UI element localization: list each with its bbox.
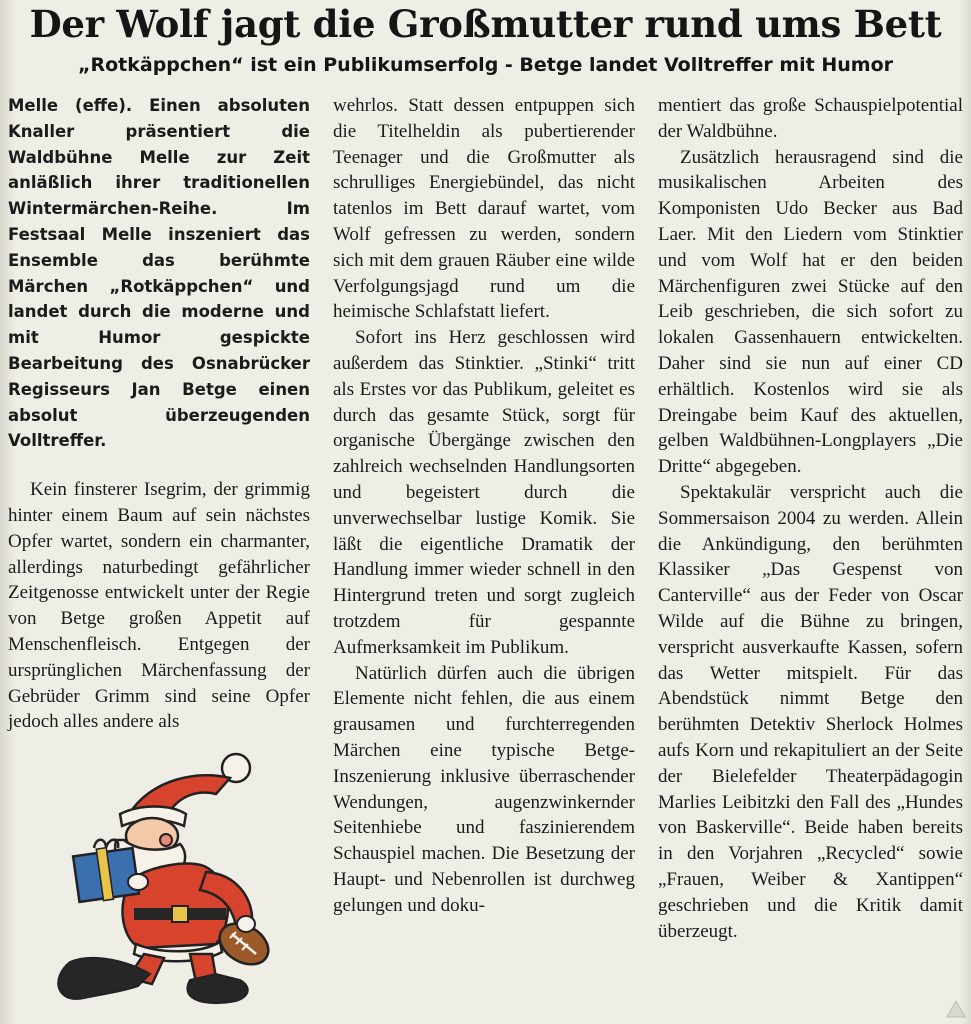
article-headline: Der Wolf jagt die Großmutter rund ums Bett <box>29 2 942 46</box>
article-paragraph: Zusätzlich herausragend sind die musikalischen Arbeiten des Komponisten Udo Becker aus Bad Laer. Mit den Liedern vom Stinktier und vom Wolf hat er den beiden Märchenfiguren zwei Stücke auf den Leib geschrieben, die sich sofort zu lokalen Gassenhauern entwickelten. Daher sind sie nun auf einer CD erhältlich. Kostenlos wird sie als Dreingabe beim Kauf des aktuellen, gelben Waldbühnen-Longplayers „Die Dritte“ abgegeben. <box>658 146 963 478</box>
article-paragraph: wehrlos. Statt dessen entpuppen sich die Titelheldin als pubertierender Teenager und die Großmutter als schrulliges Energiebündel, das nicht tatenlos im Bett darauf wartet, vom Wolf gefressen zu werden, sondern sich mit dem grauen Räuber eine wilde Verfolgungsjagd rund um die heimische Schlafstatt liefert. <box>333 95 635 323</box>
article-column-3 <box>658 93 963 944</box>
article-paragraph: Kein finsterer Isegrim, der grimmig hinter einem Baum auf sein nächstes Opfer wartet, sondern ein charmanter, allerdings naturbedingt gefährlicher Zeitgenosse entwickelt unter der Regie von Betge großen Appetit auf Menschenfleisch. Entgegen der ursprünglichen Märchenfassung der Gebrüder Grimm sind seine Opfer jedoch alles andere als <box>8 479 310 733</box>
article-column-1 <box>8 93 310 735</box>
santa-claus-icon <box>40 748 290 1008</box>
article-paragraph: Sofort ins Herz geschlossen wird außerdem das Stinktier. „Stinki“ tritt als Erstes vor das Publikum, geleitet es durch das gesamte Stück, sorgt für organische Übergänge zwischen den zahlreich wechselnden Handlungsorten und begeistert durch die unverwechselbar lustige Komik. Sie läßt die eigentliche Dramatik der Handlung immer wieder schnell in den Hintergrund treten und sorgt zugleich trotzdem für gespannte Aufmerksamkeit im Publikum. <box>333 327 635 658</box>
article-paragraph: mentiert das große Schauspielpotential der Waldbühne. <box>658 95 963 142</box>
triangle-icon <box>945 998 967 1020</box>
article-paragraph: Spektakulär verspricht auch die Sommersaison 2004 zu werden. Allein die Ankündigung, den berühmten Klassiker „Das Gespenst von Canterville“ aus der Feder von Oscar Wilde auf die Bühne zu bringen, verspricht ausverkaufte Kassen, sofern das Wetter mitspielt. Für das Abendstück nimmt Betge den berühmten Detektiv Sherlock Holmes aufs Korn und rekapituliert an der Seite der Bielefelder Theaterpädagogin Marlies Leibitzki den Fall des „Hundes von Baskerville“. Beide haben bereits in den Vorjahren „Recycled“ sowie „Frauen, Weiber & Xantippen“ geschrieben und die Kritik damit überzeugt. <box>658 481 963 942</box>
article-lead: Melle (effe). Einen absoluten Knaller präsentiert die Waldbühne Melle zur Zeit anläßlich ihrer traditionellen Wintermärchen-Reihe. Im Festsaal Melle inszeniert das Ensemble das berühmte Märchen „Rotkäppchen“ und landet durch die moderne und mit Humor gespickte Bearbeitung des Osnabrücker Regisseurs Jan Betge einen absolut überzeugenden Volltreffer. <box>8 96 310 451</box>
article-subheadline: „Rotkäppchen“ ist ein Publikumserfolg - Betge landet Volltreffer mit Humor <box>77 54 894 76</box>
article-column-2 <box>333 93 635 919</box>
article-paragraph: Natürlich dürfen auch die übrigen Elemente nicht fehlen, die aus einem grausamen und furchterregenden Märchen eine typische Betge-Inszenierung inklusive überraschender Wendungen, augenzwinkernder Seitenhiebe und faszinierendem Schauspiel machen. Die Besetzung der Haupt- und Nebenrollen ist durchweg gelungen und doku- <box>333 662 635 916</box>
